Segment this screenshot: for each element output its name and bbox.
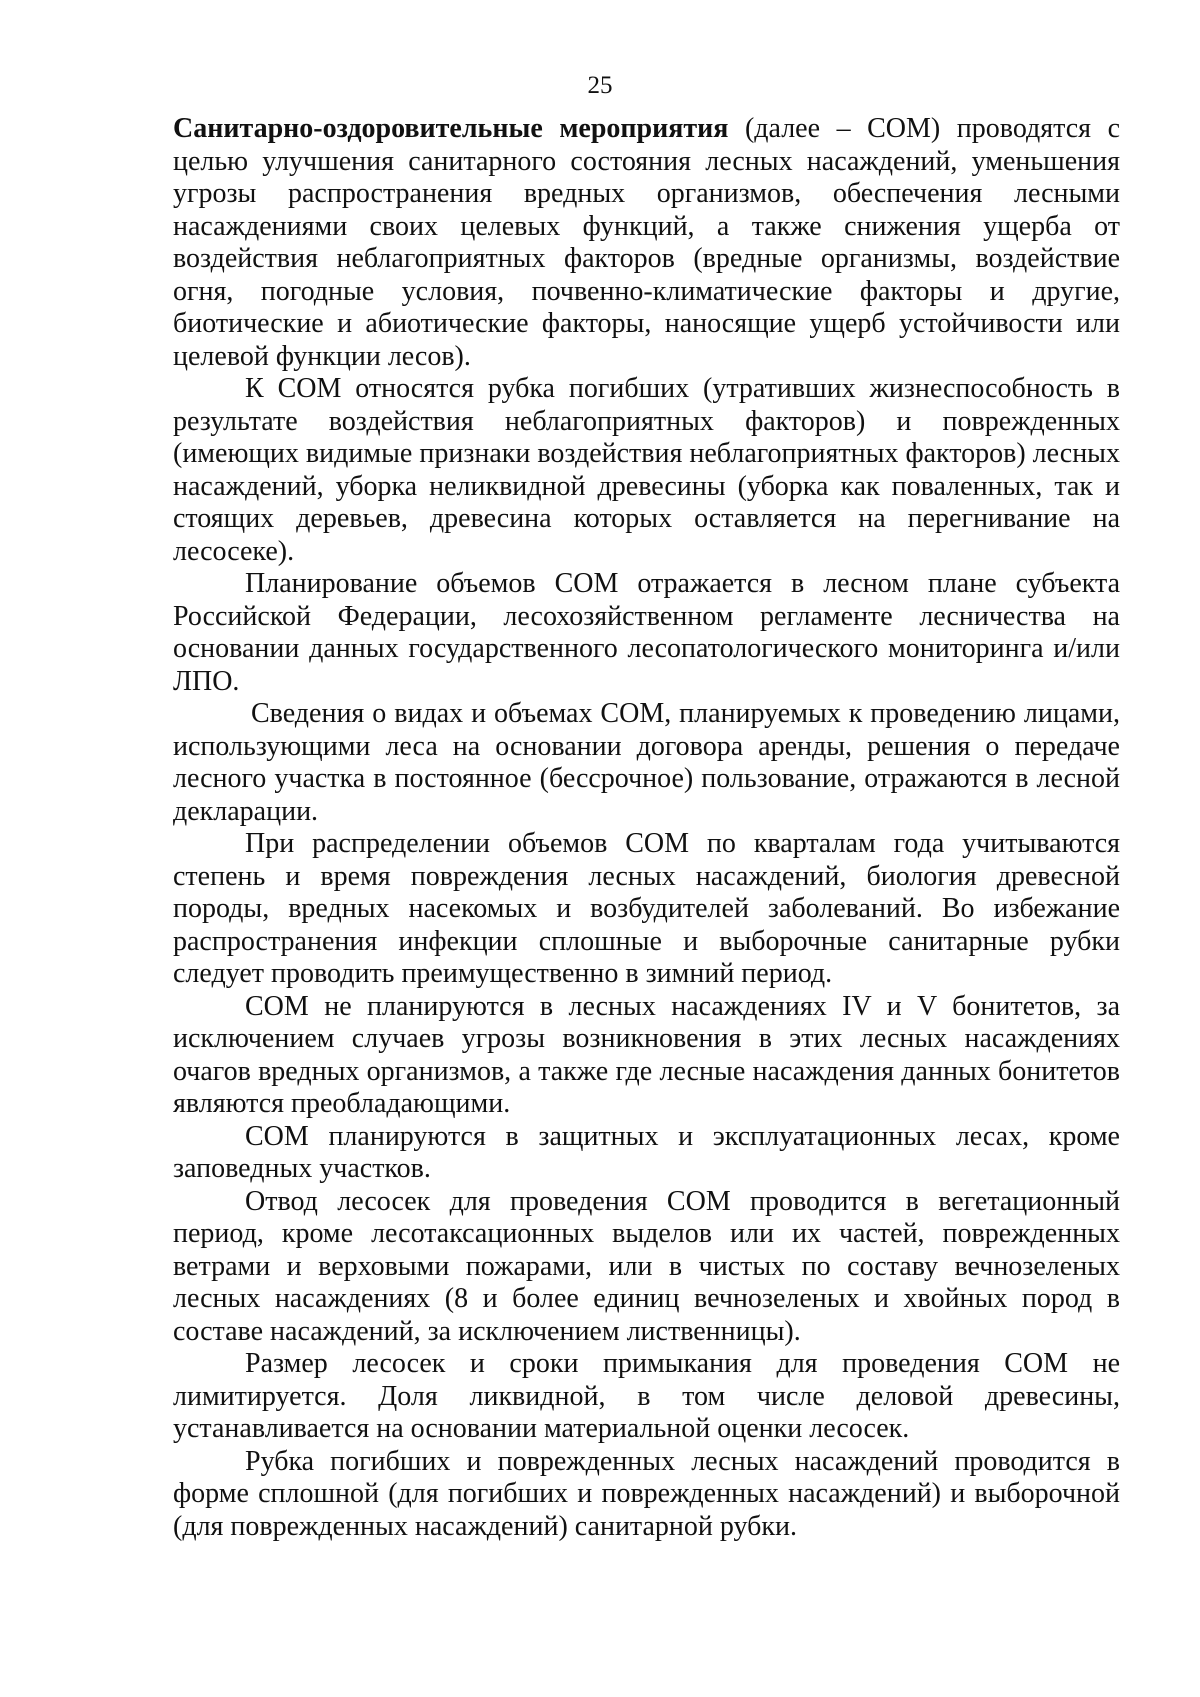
paragraph-som-felling: Рубка погибших и поврежденных лесных насаждений проводится в форме сплошной (для погибших и поврежденных насаждений) и выборочной (для поврежденных насаждений) санитарной рубки. [173,1445,1120,1542]
paragraph-som-types: К СОМ относятся рубка погибших (утративших жизнеспособность в результате воздействия неблагоприятных факторов) и поврежденных (имеющих видимые признаки воздействия неблагоприятных факторов) лесных насаждений, уборка неликвидной древесины (уборка как поваленных, так и стоящих деревьев, древесина которых оставляется на перегнивание на лесосеке). [173,373,1120,567]
paragraph-som-declaration: Сведения о видах и объемах СОМ, планируемых к проведению лицами, использующими леса на основании договора аренды, решения о передаче лесного участка в постоянное (бессрочное) пользование, отражаются в лесной декларации. [173,698,1120,827]
paragraph-som-size: Размер лесосек и сроки примыкания для проведения СОМ не лимитируется. Доля ликвидной, в том числе деловой древесины, устанавливается на основании материальной оценки лесосек. [173,1348,1120,1444]
paragraph-som-planning: Планирование объемов СОМ отражается в лесном плане субъекта Российской Федерации, лесохозяйственном регламенте лесничества на основании данных государственного лесопатологического мониторинга и/или ЛПО. [173,568,1120,697]
paragraph-som-forests: СОМ планируются в защитных и эксплуатационных лесах, кроме заповедных участков. [173,1120,1120,1184]
paragraph-som-quarters: При распределении объемов СОМ по кварталам года учитываются степень и время повреждения лесных насаждений, биология древесной породы, вредных насекомых и возбудителей заболеваний. Во избежание распространения инфекции сплошные и выборочные санитарные рубки следует проводить преимущественно в зимний период. [173,828,1120,989]
page-number: 25 [587,72,613,99]
document-body [173,113,1120,1543]
paragraph-som-allocation: Отвод лесосек для проведения СОМ проводится в вегетационный период, кроме лесотаксационных выделов или их частей, поврежденных ветрами и верховыми пожарами, или в чистых по составу вечнозеленых лесных насаждениях (8 и более единиц вечнозеленых и хвойных пород в составе насаждений, за исключением лиственницы). [173,1185,1120,1347]
paragraph-som-definition [173,113,1120,373]
term-heading: Санитарно-оздоровительные мероприятия [173,113,729,144]
paragraph-text: (далее – СОМ) проводятся с целью улучшения санитарного состояния лесных насаждений, уменьшения угрозы распространения вредных организмов, обеспечения лесными насаждениями своих целевых функций, а также снижения ущерба от воздействия неблагоприятных факторов (вредные организмы, воздействие огня, погодные условия, почвенно-климатические факторы и другие, биотические и абиотические факторы, наносящие ущерб устойчивости или целевой функции лесов). [173,113,1120,372]
paragraph-som-bonitet: СОМ не планируются в лесных насаждениях IV и V бонитетов, за исключением случаев угрозы возникновения в этих лесных насаждениях очагов вредных организмов, а также где лесные насаждения данных бонитетов являются преобладающими. [173,990,1120,1119]
